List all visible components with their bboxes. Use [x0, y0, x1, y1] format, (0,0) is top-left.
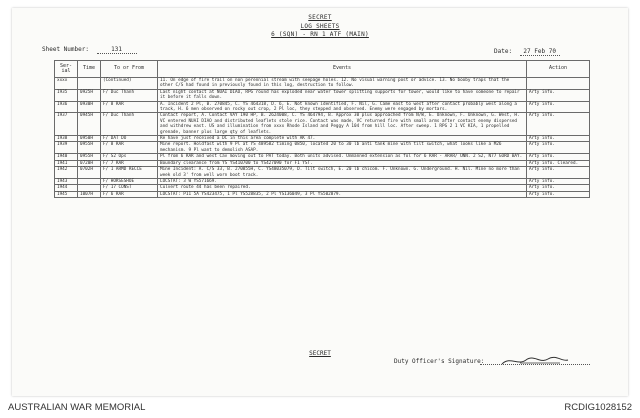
log-table: [54, 60, 590, 198]
classification-footer: SECRET: [309, 350, 331, 357]
cell-from: F/ 1 ARMD RECCE: [101, 167, 158, 179]
cell-action: Arty info.: [527, 167, 590, 179]
cell-from: F/ 8 RAR: [101, 142, 158, 154]
cell-from: F/ 6 RAR: [101, 191, 158, 197]
date-value: 27 Feb 70: [520, 48, 560, 56]
cell-time: [78, 78, 101, 90]
cell-from: F/ Duc Thanh: [101, 89, 158, 101]
table-row: [55, 167, 590, 179]
record-id: RCDIG1028152: [564, 402, 632, 413]
log-title: LOG SHEETS: [300, 23, 340, 30]
cell-serial: 1942: [55, 167, 78, 179]
cell-event: Boundary clearance from YS YS410700 to YS427090 for F1 YST.: [158, 160, 527, 166]
cell-serial: 1939: [55, 142, 78, 154]
classification-header: SECRET: [308, 14, 332, 21]
sheet-number-label: Sheet Number:: [42, 46, 89, 53]
cell-from: F/ DAT DO: [101, 136, 158, 142]
table-row: [55, 191, 590, 197]
table-header-row: [55, 61, 590, 78]
cell-event: LOCSTAT: P11 5A YS423475, 1 Pl YS528835, 2 Pl YS136049, 3 Pl YS502879.: [158, 191, 527, 197]
archive-credit: AUSTRALIAN WAR MEMORIAL: [8, 402, 146, 413]
cell-event: Mine report. Holdfast with 9 Pl at YS 489582 timing 0850, located 20 to 30 lb anti tank mine with tilt switch, what looks like a M26 mechanism. 9 Pl want to demolish ASAP.: [158, 142, 527, 154]
cell-action: Arty info.: [527, 185, 590, 191]
cell-action: Arty info.: [527, 191, 590, 197]
signature-label: Duty Officer's Signature:: [394, 358, 485, 365]
cell-from: F/ 7 RAR: [101, 160, 158, 166]
col-serial: Ser-ial: [55, 61, 78, 78]
cell-serial: 1936: [55, 101, 78, 113]
table-row: [55, 101, 590, 113]
cell-time: 1007H: [78, 191, 101, 197]
cell-event: Re have just received a DC in this area complete with AK 47.: [158, 136, 527, 142]
col-events: Events: [158, 61, 527, 78]
cell-serial: 1943: [55, 178, 78, 184]
cell-time: 0925H: [78, 89, 101, 101]
sheet-number-value: 131: [97, 46, 137, 54]
log-sheet-paper: [12, 8, 628, 396]
cell-serial: 1938: [55, 136, 78, 142]
col-action: Action: [527, 61, 590, 78]
cell-action: Arty info.: [527, 178, 590, 184]
table-row: [55, 78, 590, 90]
cell-event: Culvert route 44 has been repaired.: [158, 185, 527, 191]
unit-title: 6 (SQN) - RN 1 ATF (MAIN): [271, 31, 369, 38]
cell-from: F/ 8 RAR: [101, 101, 158, 113]
cell-time: 0955H: [78, 154, 101, 160]
cell-serial: 1937: [55, 113, 78, 136]
cell-event: Mine Incident: A. C/S 33, B. 270855H, C. YS48035079, D. Tilt switch, E. 20 lb chicom. F. Unknown. G. Underground. H. Nil. Mine no more than week old 3' from well worn boot track.: [158, 167, 527, 179]
cell-action: Arty info.: [527, 113, 590, 136]
cell-event: LOCSTAT: 3 W YS571669.: [158, 178, 527, 184]
cell-from: F/ Duc Thanh: [101, 113, 158, 136]
cell-from: F/ HORSESHOE: [101, 178, 158, 184]
handwritten-signature: [500, 354, 570, 368]
cell-serial: xxxx: [55, 78, 78, 90]
cell-serial: 1941: [55, 160, 78, 166]
cell-serial: 1944: [55, 185, 78, 191]
cell-from: F/ S2 Ops: [101, 154, 158, 160]
cell-time: 0720H: [78, 160, 101, 166]
col-to-from: To or From: [101, 61, 158, 78]
cell-action: Arty info.: [527, 142, 590, 154]
cell-event: Last night contact at NUAI DIAO, RPG round has exploded near water tower splitting supports for tower, would like to have someone to repair it before it falls down.: [158, 89, 527, 101]
cell-time: 0930H: [78, 101, 101, 113]
sheet-number-field: [42, 46, 137, 54]
table-row: [55, 113, 590, 136]
cell-event: 11. On edge of fire trail on non perennial stream with seepage holes. 12. No visual warning post or advice. 13. No booby traps that the other C/S had found in previously found in this log, destruction to follow.: [158, 78, 527, 90]
cell-action: Arty info.: [527, 89, 590, 101]
table-row: [55, 89, 590, 101]
date-field: [494, 48, 560, 56]
cell-serial: 1935: [55, 89, 78, 101]
cell-event: A. Incident 2 Pl, B. 270845, C. YS 464318, D. 6, E. Not known identified, F. Nil, G. Came east to west after contact probably west along a track, H. 6 men observed on rocky out crop, 2 Pl loc, they stepped and observed. Enemy were engaged by mortars.: [158, 101, 527, 113]
cell-action: Arty info.: [527, 154, 590, 160]
cell-serial: 1940: [55, 154, 78, 160]
cell-time: 0950H: [78, 136, 101, 142]
col-time: Time: [78, 61, 101, 78]
cell-time: 0945H: [78, 113, 101, 136]
date-label: Date:: [494, 48, 513, 55]
cell-time: 0702H: [78, 167, 101, 179]
cell-serial: 1945: [55, 191, 78, 197]
cell-event: Contact report, A. Contact VAY 190 HP, B. 2624008, C. YS 464794, B. Approx 30 plus approached from N/W, E. Unknown, F. Unknown, G. West, H. VC entered NUAI DIAO and distributed leaflets stole rice. Contact was made, VC returned fire with small arms after contact enemy dispersed and withdrew east. US and illumination from xxxx Rhode Island and Peggy A 104 from hill loc. After sweep. 1 RPG 2 1 VC KIA, 1 propelled grenade, banner plus large qty of leaflets.: [158, 113, 527, 136]
cell-action: Arty info. Cleared.: [527, 160, 590, 166]
cell-event: Pl from 6 RAR and west Cav moving out to PAT today. Both units advised. Unmanned extension as fol for 6 RAR - ARAR/ UNN. 2 S2, N77 GORD BAY.: [158, 154, 527, 160]
cell-action: Arty info.: [527, 101, 590, 113]
cell-time: 0955H: [78, 142, 101, 154]
cell-from: F/ 17 CONST: [101, 185, 158, 191]
cell-from: (Continued): [101, 78, 158, 90]
table-row: [55, 142, 590, 154]
cell-action: [527, 78, 590, 90]
cell-action: Arty info.: [527, 136, 590, 142]
